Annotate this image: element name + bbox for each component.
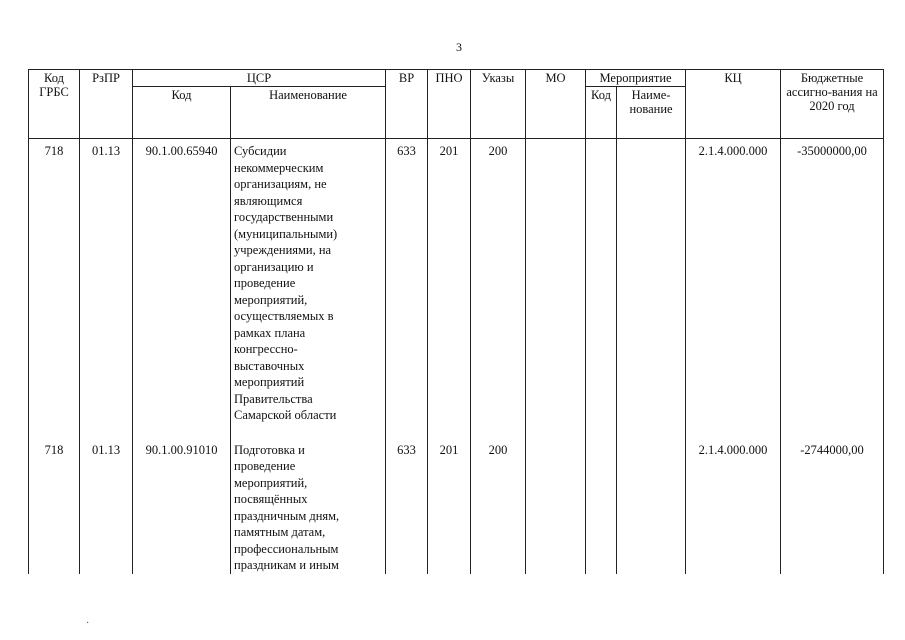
name-line: проведение bbox=[234, 276, 296, 290]
header-rzpr: РзПР bbox=[80, 70, 133, 139]
name-line: праздникам и иным bbox=[234, 558, 339, 572]
cell-kc: 2.1.4.000.000 bbox=[686, 139, 781, 424]
name-line: рамках плана bbox=[234, 325, 306, 340]
name-line: осуществляемых в bbox=[234, 309, 334, 323]
name-line: организацию и bbox=[234, 259, 314, 274]
name-line: Самарской области bbox=[234, 408, 337, 422]
name-line: памятным датам, bbox=[234, 525, 326, 539]
header-budget: Бюджетные ассигно-вания на 2020 год bbox=[781, 70, 884, 139]
page-number: 3 bbox=[456, 40, 462, 54]
name-line: некоммерческим bbox=[234, 160, 324, 175]
cell-mer-name bbox=[617, 424, 686, 574]
cell-name bbox=[231, 139, 386, 424]
header-mo: МО bbox=[526, 70, 586, 139]
cell-mer-name bbox=[617, 139, 686, 424]
header-vr: ВР bbox=[386, 70, 428, 139]
cell-csr-kod: 90.1.00.65940 bbox=[133, 139, 231, 424]
cell-amount: -35000000,00 bbox=[781, 139, 884, 424]
name-line: Правительства bbox=[234, 391, 313, 406]
cell-vr: 633 bbox=[386, 139, 428, 424]
cell-vr: 633 bbox=[386, 424, 428, 574]
header-csr: ЦСР bbox=[133, 70, 386, 87]
cell-amount: -2744000,00 bbox=[781, 424, 884, 574]
name-line: мероприятий, bbox=[234, 475, 308, 490]
name-line: государственными bbox=[234, 210, 334, 224]
name-line: Подготовка и bbox=[234, 442, 305, 457]
header-csr-kod: Код bbox=[133, 87, 231, 139]
cell-kc: 2.1.4.000.000 bbox=[686, 424, 781, 574]
header-ukazy: Указы bbox=[471, 70, 526, 139]
cell-grbs: 718 bbox=[29, 424, 80, 574]
cell-rzpr: 01.13 bbox=[80, 424, 133, 574]
cell-grbs: 718 bbox=[29, 139, 80, 424]
cell-ukazy: 200 bbox=[471, 139, 526, 424]
name-line: конгрессно- bbox=[234, 342, 298, 356]
name-line: организациям, не bbox=[234, 177, 327, 191]
table-row bbox=[29, 424, 884, 574]
name-line: выставочных bbox=[234, 358, 305, 373]
name-line: праздничным дням, bbox=[234, 508, 340, 523]
cell-ukazy: 200 bbox=[471, 424, 526, 574]
cell-mo bbox=[526, 424, 586, 574]
cell-csr-kod: 90.1.00.91010 bbox=[133, 424, 231, 574]
header-meropriyatie: Мероприятие bbox=[586, 70, 686, 87]
name-line: проведение bbox=[234, 459, 296, 473]
cell-mer-kod bbox=[586, 424, 617, 574]
name-line: учреждениями, на bbox=[234, 243, 332, 257]
cell-name bbox=[231, 424, 386, 574]
scan-mark: · bbox=[86, 618, 90, 629]
cell-pno: 201 bbox=[428, 139, 471, 424]
table-row bbox=[29, 139, 884, 424]
budget-table bbox=[28, 69, 884, 574]
header-mer-kod: Код bbox=[586, 87, 617, 139]
cell-mo bbox=[526, 139, 586, 424]
name-line: Субсидии bbox=[234, 144, 287, 158]
header-kod-grbs: Код ГРБС bbox=[29, 70, 80, 139]
name-line: (муниципальными) bbox=[234, 226, 338, 241]
cell-rzpr: 01.13 bbox=[80, 139, 133, 424]
name-line: посвящённых bbox=[234, 492, 308, 506]
name-line: являющимся bbox=[234, 193, 303, 208]
name-line: мероприятий bbox=[234, 375, 305, 389]
name-line: профессиональным bbox=[234, 541, 339, 556]
header-csr-name: Наименование bbox=[231, 87, 386, 139]
cell-mer-kod bbox=[586, 139, 617, 424]
header-kc: КЦ bbox=[686, 70, 781, 139]
header-mer-name: Наиме-нование bbox=[617, 87, 686, 139]
header-pno: ПНО bbox=[428, 70, 471, 139]
name-line: мероприятий, bbox=[234, 292, 308, 307]
cell-pno: 201 bbox=[428, 424, 471, 574]
